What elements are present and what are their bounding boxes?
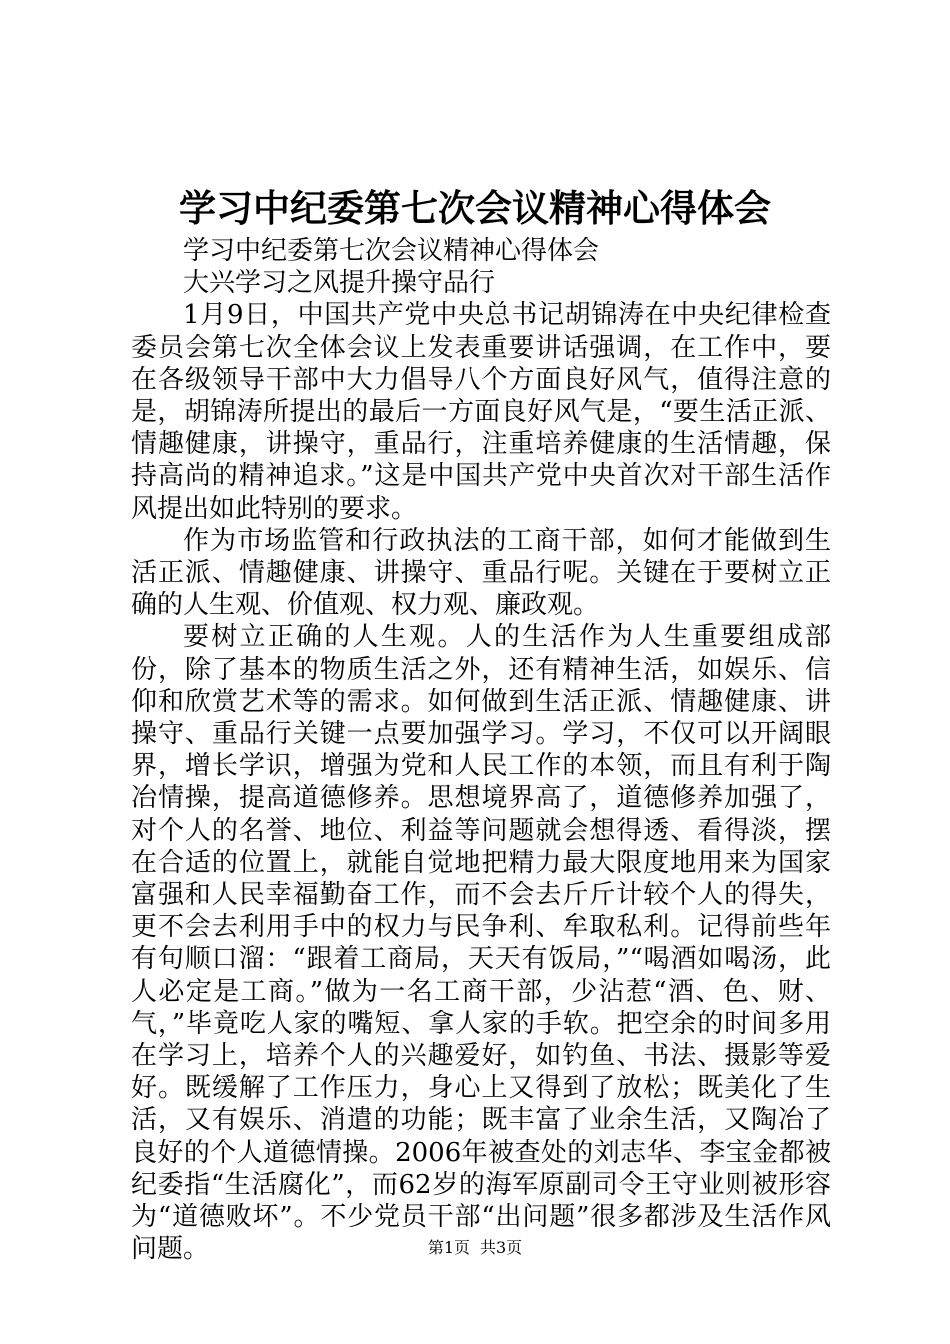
page-number: 第1页: [427, 1238, 470, 1257]
paragraph: 要树立正确的人生观。人的生活作为人生重要组成部份，除了基本的物质生活之外，还有精神生活，如娱乐、信仰和欣赏艺术等的需求。如何做到生活正派、情趣健康、讲操守、重品行关键一点要加强学习。学习，不仅可以开阔眼界，增长学识，增强为党和人民工作的本领，而且有利于陶冶情操，提高道德修养。思想境界高了，道德修养加强了，对个人的名誉、地位、利益等问题就会想得透、看得淡，摆在合适的位置上，就能自觉地把精力最大限度地用来为国家富强和人民幸福勤奋工作，而不会去斤斤计较个人的得失，更不会去利用手中的权力与民争利、牟取私利。记得前些年有句顺口溜：“跟着工商局，天天有饭局，”“喝酒如喝汤，此人必定是工商。”做为一名工商干部，少沾惹“酒、色、财、气，”毕竟吃人家的嘴短、拿人家的手软。把空余的时间多用在学习上，培养个人的兴趣爱好，如钓鱼、书法、摄影等爱好。既缓解了工作压力，身心上又得到了放松；既美化了生活，又有娱乐、消遣的功能；既丰富了业余生活，又陶冶了良好的个人道德情操。2006年被查处的刘志华、李宝金都被纪委指“生活腐化”，而62岁的海军原副司令王守业则被形容为“道德败坏”。不少党员干部“出问题”很多都涉及生活作风问题。: [131, 622, 831, 1265]
page-total: 共3页: [480, 1238, 523, 1257]
paragraph: 1月9日，中国共产党中央总书记胡锦涛在中央纪律检查委员会第七次全体会议上发表重要讲话强调，在工作中，要在各级领导干部中大力倡导八个方面良好风气，值得注意的是，胡锦涛所提出的最后一方面良好风气是，“要生活正派、情趣健康，讲操守，重品行，注重培养健康的生活情趣，保持高尚的精神追求。”这是中国共产党中央首次对干部生活作风提出如此特别的要求。: [131, 300, 831, 524]
paragraph: 大兴学习之风提升操守品行: [183, 268, 496, 299]
paragraph: 学习中纪委第七次会议精神心得体会: [183, 236, 600, 266]
document-title: 学习中纪委第七次会议精神心得体会: [179, 186, 771, 230]
paragraph: 作为市场监管和行政执法的工商干部，如何才能做到生活正派、情趣健康、讲操守、重品行呢。关键在于要树立正确的人生观、价值观、权力观、廉政观。: [131, 525, 831, 621]
document-body: [131, 235, 831, 1266]
page-footer: [0, 1237, 950, 1259]
